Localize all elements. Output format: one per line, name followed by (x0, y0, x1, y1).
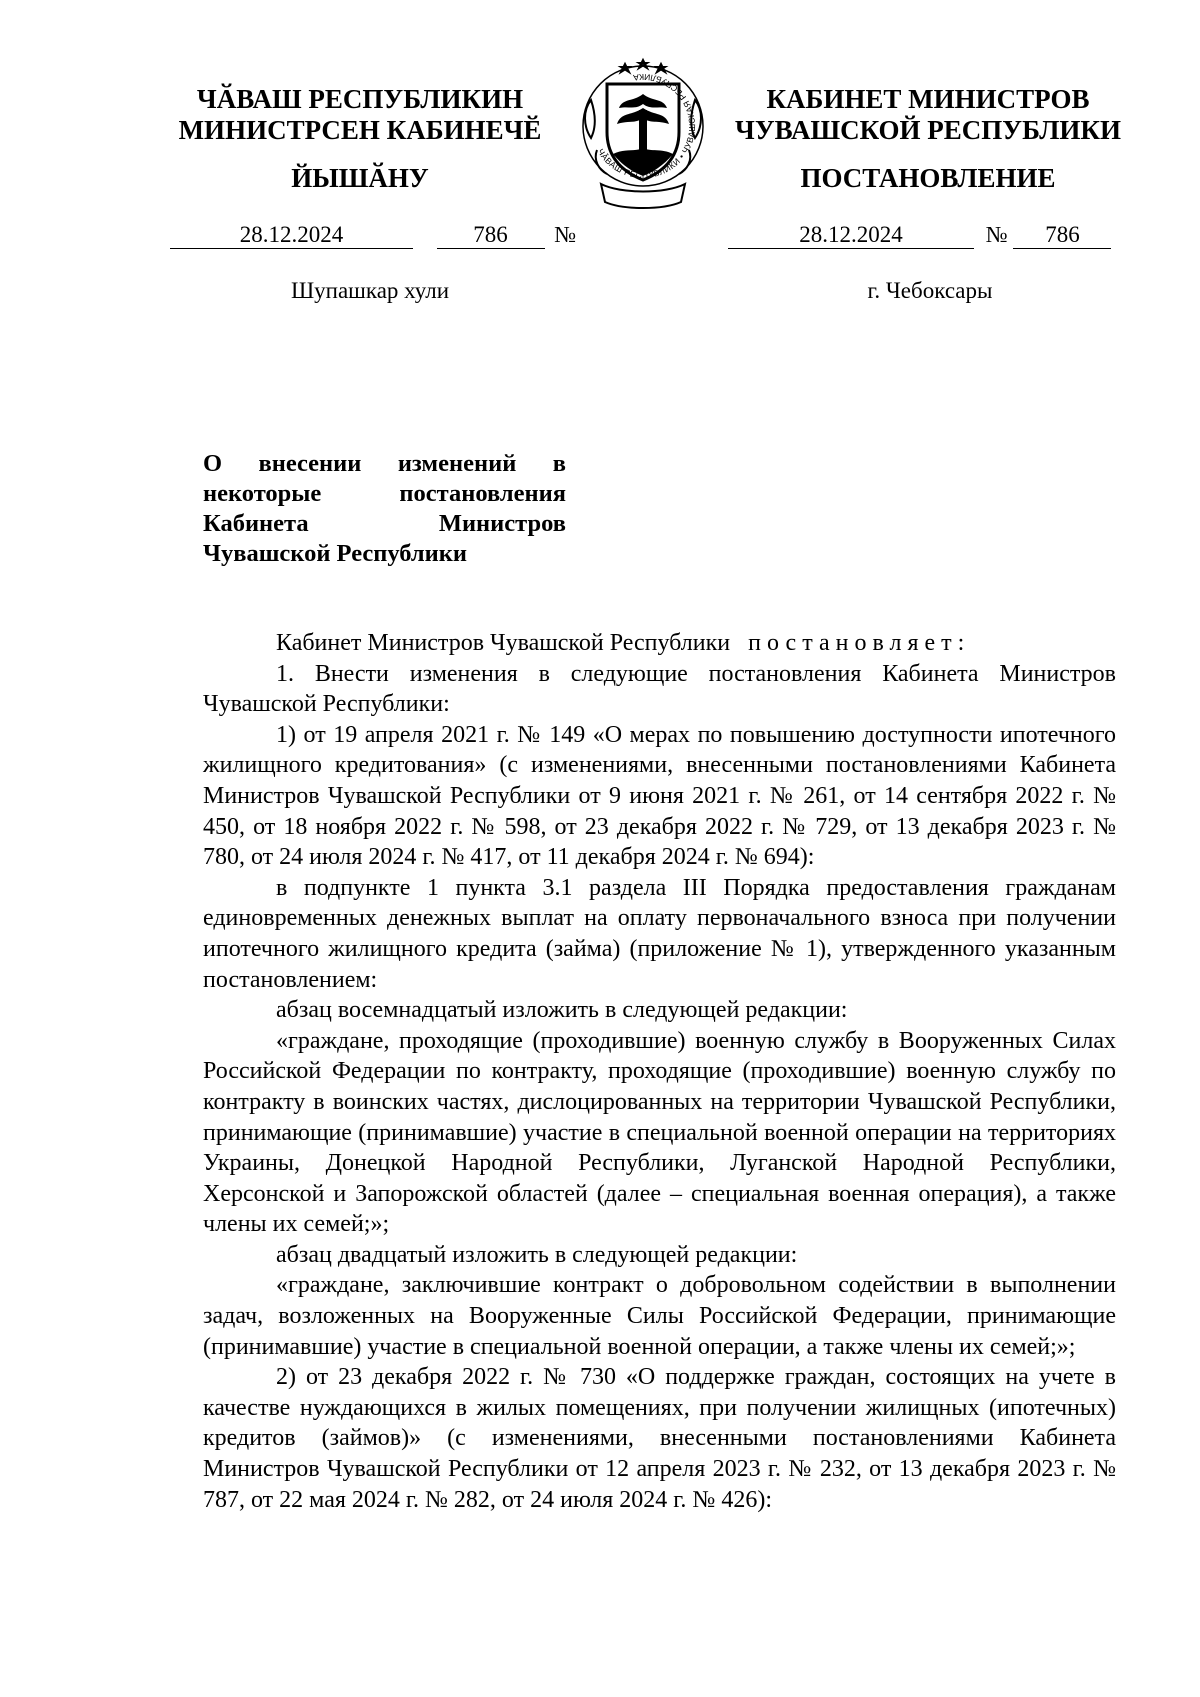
body-paragraph: «граждане, заключившие контракт о добровольном содействии в выполнении задач, возложенных на Вооруженные Силы Российской Федерации, принимающие (принимавшие) участие в специальной военной операции, а также члены их семей;»; (203, 1272, 1116, 1360)
body-paragraph: в подпункте 1 пункта 3.1 раздела III Порядка предоставления гражданам единовременных денежных выплат на оплату первоначального взноса при получении ипотечного жилищного кредита (займа) (приложение № 1), утвержденного указанным постановлением: (203, 874, 1116, 993)
number-sign-right: № (985, 222, 1008, 247)
intro-verb: постановляет: (748, 630, 971, 656)
header-left-line1: ЧӐВАШ РЕСПУБЛИКИН (196, 84, 524, 114)
header-left-line2: МИНИСТРСЕН КАБИНЕЧӖ (178, 115, 542, 145)
body-paragraph: абзац восемнадцатый изложить в следующей редакции: (276, 997, 848, 1024)
document-title: О внесении изменений в некоторые постановления Кабинета Министров Чувашской Республики (203, 450, 566, 567)
intro-paragraph (203, 628, 1116, 659)
body-paragraph: «граждане, проходящие (проходившие) военную службу в Вооруженных Силах Российской Федерации по контракту, проходящие (проходившие) военную службу по контракту в воинских частях, дислоцированных на территории Чувашской Республики, принимающие (принимавшие) участие в специальной военной операции на территориях Украины, Донецкой Народной Республики, Луганской Народной Республики, Херсонской и Запорожской областей (далее – специальная военная операция), а также члены их семей;»; (203, 1027, 1116, 1238)
number-sign-left: № (554, 222, 577, 247)
body-paragraph: 2) от 23 декабря 2022 г. № 730 «О поддержке граждан, состоящих на учете в качестве нуждающихся в жилых помещениях, при получении жилищных (ипотечных) кредитов (займов)» (с изменениями, внесенными постановлениями Кабинета Министров Чувашской Республики от 12 апреля 2023 г. № 232, от 13 декабря 2023 г. № 787, от 22 мая 2024 г. № 282, от 24 июля 2024 г. № 426): (203, 1364, 1116, 1513)
header-right-line1: КАБИНЕТ МИНИСТРОВ (766, 84, 1090, 114)
svg-text:ЧӐВАШ РЕСПУБЛИКИ • ЧУВАШСКАЯ Р: ЧӐВАШ РЕСПУБЛИКИ • ЧУВАШСКАЯ РЕСПУБЛИКА (595, 71, 698, 181)
date-right: 28.12.2024 (728, 222, 974, 249)
date-left: 28.12.2024 (170, 222, 413, 249)
coat-of-arms-icon (577, 54, 709, 216)
header-left-chuvash (170, 84, 550, 146)
header-right-russian (718, 84, 1138, 146)
document-body (203, 628, 1116, 1515)
dateline-right (728, 222, 1111, 250)
doc-type-right: ПОСТАНОВЛЕНИЕ (800, 163, 1056, 193)
city-left: Шупашкар хули (290, 278, 450, 303)
body-paragraph: 1) от 19 апреля 2021 г. № 149 «О мерах по повышению доступности ипотечного жилищного кредитования» (с изменениями, внесенными постановлениями Кабинета Министров Чувашской Республики от 9 июня 2021 г. № 261, от 14 сентября 2022 г. № 450, от 18 ноября 2022 г. № 598, от 23 декабря 2022 г. № 729, от 13 декабря 2023 г. № 780, от 24 июля 2024 г. № 417, от 11 декабря 2024 г. № 694): (203, 721, 1116, 871)
number-left: 786 (437, 222, 545, 249)
body-paragraph: абзац двадцатый изложить в следующей редакции: (276, 1241, 798, 1268)
dateline-left (170, 222, 576, 250)
intro-subject: Кабинет Министров Чувашской Республики (276, 630, 731, 656)
header-right-line2: ЧУВАШСКОЙ РЕСПУБЛИКИ (735, 115, 1121, 145)
doc-type-left: ЙЫШӐНУ (291, 163, 429, 193)
city-right: г. Чебоксары (867, 278, 993, 303)
body-paragraph: 1. Внести изменения в следующие постановления Кабинета Министров Чувашской Республики: (203, 660, 1116, 718)
number-right: 786 (1013, 222, 1111, 249)
